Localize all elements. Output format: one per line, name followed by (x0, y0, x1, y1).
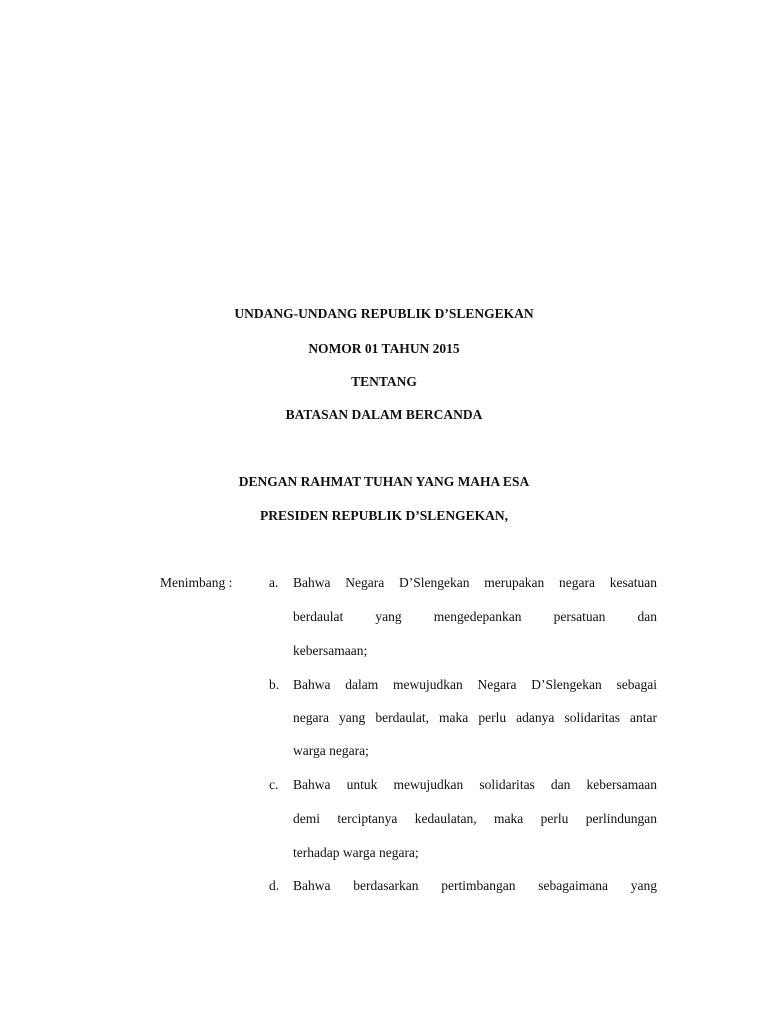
law-number: NOMOR 01 TAHUN 2015 (308, 341, 460, 356)
item-c-line-2: demi terciptanya kedaulatan, maka perlu perlindungan (293, 811, 657, 826)
item-d-line-1: Bahwa berdasarkan pertimbangan sebagaimana yang (293, 878, 657, 893)
item-c-marker: c. (269, 777, 279, 792)
preamble-blessing: DENGAN RAHMAT TUHAN YANG MAHA ESA (238, 474, 530, 489)
item-b-marker: b. (269, 677, 280, 692)
item-b-line-3: warga negara; (293, 743, 369, 758)
item-b-line-2: negara yang berdaulat, maka perlu adanya solidaritas antar (293, 710, 657, 725)
item-b-line-1: Bahwa dalam mewujudkan Negara D’Slengekan sebagai (293, 677, 657, 692)
preamble-president: PRESIDEN REPUBLIK D’SLENGEKAN, (260, 508, 508, 523)
item-a-line-3: kebersamaan; (293, 643, 368, 658)
item-a-line-2: berdaulat yang mengedepankan persatuan dan (293, 609, 657, 624)
law-subject: BATASAN DALAM BERCANDA (285, 407, 483, 422)
law-title: UNDANG-UNDANG REPUBLIK D’SLENGEKAN (234, 306, 534, 321)
item-c-line-3: terhadap warga negara; (293, 845, 419, 860)
item-a-line-1: Bahwa Negara D’Slengekan merupakan negara kesatuan (293, 575, 657, 590)
item-d-marker: d. (269, 878, 280, 893)
law-about-label: TENTANG (351, 374, 417, 389)
item-c-line-1: Bahwa untuk mewujudkan solidaritas dan kebersamaan (293, 777, 657, 792)
item-a-marker: a. (269, 575, 279, 590)
menimbang-label: Menimbang : (160, 575, 233, 590)
